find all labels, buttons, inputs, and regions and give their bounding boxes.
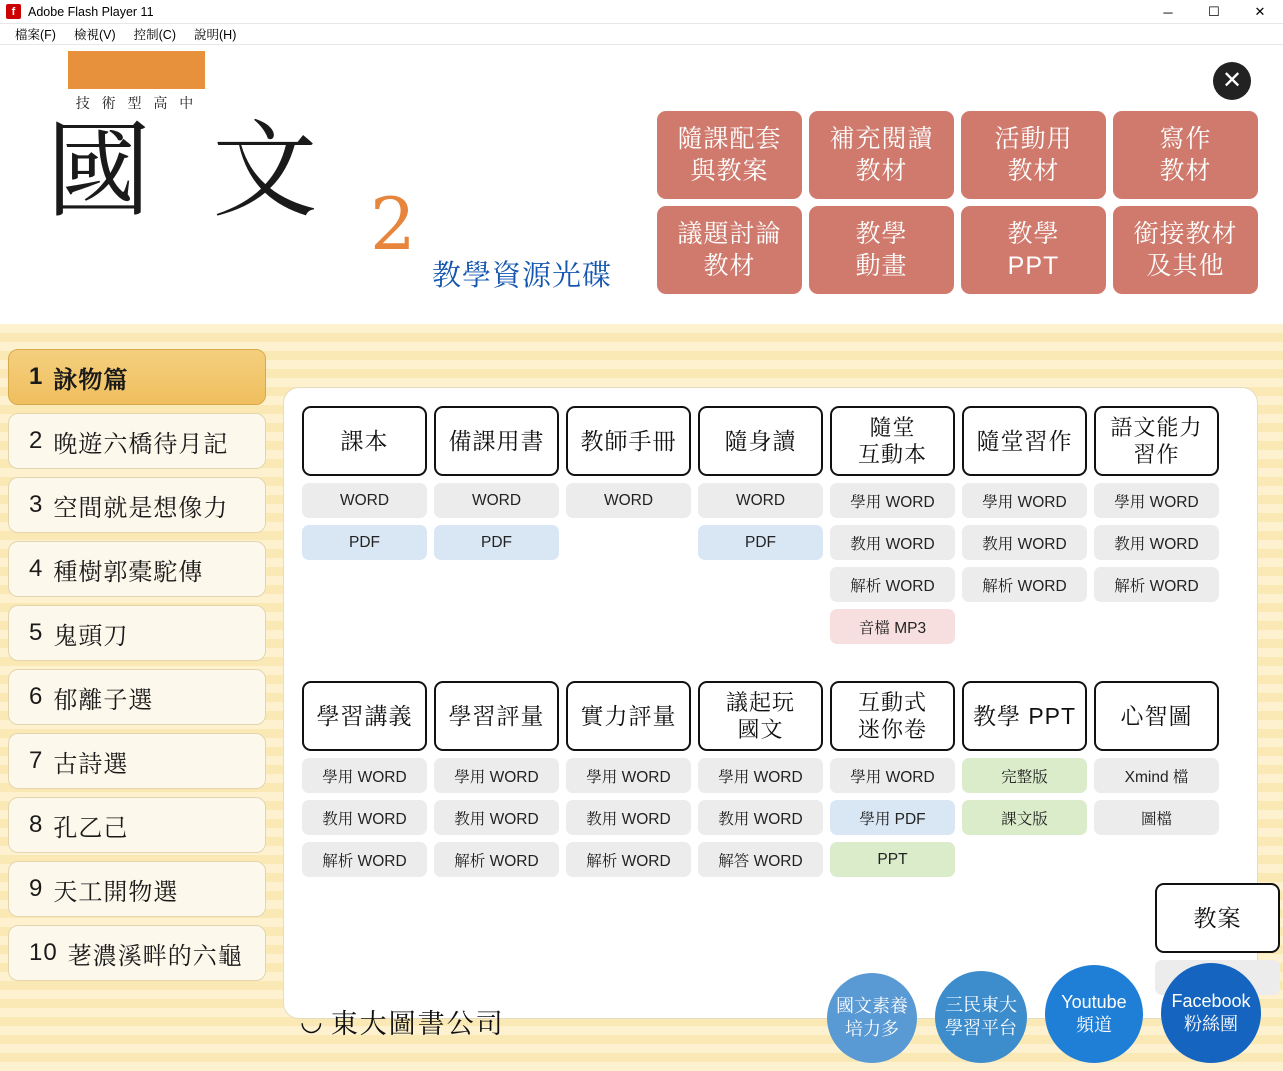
resource-row-1 [302,406,1219,644]
row1-column-2 [434,406,559,644]
resource-chip[interactable]: 教用 WORD [830,525,955,560]
chapter-number: 10 [29,939,58,966]
resource-chip[interactable]: PDF [434,525,559,560]
chapter-item-9[interactable] [8,861,266,917]
category-button-1[interactable]: 隨課配套 與教案 [657,111,802,199]
row2-column-1 [302,681,427,877]
resource-chip[interactable]: WORD [434,483,559,518]
resource-chip[interactable]: 完整版 [962,758,1087,793]
resource-title-card[interactable]: 隨身讀 [698,406,823,476]
resource-chip[interactable]: PPT [830,842,955,877]
resource-chip[interactable]: 學用 PDF [830,800,955,835]
category-button-7[interactable]: 教學 PPT [961,206,1106,294]
chapter-label: 詠物篇 [53,366,129,394]
resource-title-card[interactable]: 隨堂習作 [962,406,1087,476]
resource-chip[interactable]: Xmind 檔 [1094,758,1219,793]
resource-title-card[interactable]: 議起玩 國文 [698,681,823,751]
resource-chip[interactable]: 學用 WORD [962,483,1087,518]
category-button-4[interactable]: 寫作 教材 [1113,111,1258,199]
chapter-label: 郁離子選 [53,686,154,714]
social-button-1[interactable]: 國文素養 培力多 [827,973,917,1063]
menu-item-help[interactable]: 說明(H) [194,28,237,42]
chapter-list [8,349,266,989]
category-button-2[interactable]: 補充閱讀 教材 [809,111,954,199]
social-button-2[interactable]: 三民東大 學習平台 [935,971,1027,1063]
chapter-item-8[interactable] [8,797,266,853]
chapter-item-2[interactable] [8,413,266,469]
resource-chip[interactable]: 解答 WORD [698,842,823,877]
window-controls [1145,0,1283,24]
menu-bar [0,24,1283,45]
chapter-label: 晚遊六橋待月記 [53,430,229,458]
resource-title-card[interactable]: 課本 [302,406,427,476]
brand-label: 技 術 型 高 中 [75,95,198,111]
chapter-label: 天工開物選 [53,878,179,906]
chapter-label: 空間就是想像力 [53,494,229,522]
resource-chip[interactable]: 學用 WORD [434,758,559,793]
resource-chip[interactable]: 圖檔 [1094,800,1219,835]
resource-title-card[interactable]: 心智圖 [1094,681,1219,751]
row1-column-5 [830,406,955,644]
resource-title-card[interactable]: 學習講義 [302,681,427,751]
resource-chip[interactable]: 學用 WORD [302,758,427,793]
resource-title-card[interactable]: 互動式 迷你卷 [830,681,955,751]
row2-column-4 [698,681,823,877]
resource-chip[interactable]: 學用 WORD [830,483,955,518]
menu-item-control[interactable]: 控制(C) [133,28,176,42]
resource-chip[interactable]: WORD [566,483,691,518]
chapter-item-4[interactable] [8,541,266,597]
publisher-logo [300,1002,505,1041]
chapter-number: 1 [29,363,44,390]
resource-chip[interactable]: PDF [698,525,823,560]
chapter-item-1[interactable] [8,349,266,405]
category-grid [657,111,1257,294]
category-button-6[interactable]: 教學 動畫 [809,206,954,294]
chapter-item-3[interactable] [8,477,266,533]
window-titlebar [0,0,1283,24]
chapter-number: 6 [29,683,44,710]
resource-chip[interactable]: 教用 WORD [962,525,1087,560]
resource-chip[interactable]: 解析 WORD [434,842,559,877]
row1-column-6 [962,406,1087,644]
resource-chip[interactable]: 教用 WORD [1094,525,1219,560]
content-area [0,324,1283,1071]
window-title: Adobe Flash Player 11 [28,4,154,19]
resource-chip[interactable]: 解析 WORD [830,567,955,602]
chapter-item-10[interactable] [8,925,266,981]
flash-player-icon: f [6,4,21,19]
chapter-label: 鬼頭刀 [53,622,129,650]
resource-panel [283,387,1258,1019]
resource-chip[interactable]: 解析 WORD [302,842,427,877]
resource-chip[interactable]: 解析 WORD [962,567,1087,602]
publisher-mark-icon: ◡ [300,1006,323,1036]
resource-title-card[interactable]: 教師手冊 [566,406,691,476]
chapter-label: 古詩選 [53,750,129,778]
social-button-3[interactable]: Youtube 頻道 [1045,965,1143,1063]
app-header [0,47,1283,324]
resource-chip[interactable]: 教用 WORD [698,800,823,835]
resource-chip[interactable]: 解析 WORD [566,842,691,877]
row1-column-4 [698,406,823,644]
resource-chip[interactable]: 學用 WORD [698,758,823,793]
maximize-button[interactable]: ☐ [1208,4,1220,19]
resource-title-card[interactable]: 隨堂 互動本 [830,406,955,476]
menu-item-file[interactable]: 檔案(F) [15,28,56,42]
resource-title-card[interactable]: 學習評量 [434,681,559,751]
chapter-item-5[interactable] [8,605,266,661]
resource-row-2 [302,681,1219,877]
category-button-3[interactable]: 活動用 教材 [961,111,1106,199]
resource-chip[interactable]: 學用 WORD [1094,483,1219,518]
menu-item-view[interactable]: 檢視(V) [73,28,116,42]
chapter-number: 8 [29,811,44,838]
resource-chip[interactable]: WORD [302,483,427,518]
row2-column-6 [962,681,1087,877]
chapter-item-6[interactable] [8,669,266,725]
chapter-number: 4 [29,555,44,582]
row2-column-5 [830,681,955,877]
resource-chip[interactable]: 教用 WORD [566,800,691,835]
resource-title-card[interactable]: 實力評量 [566,681,691,751]
resource-chip[interactable]: 教用 WORD [302,800,427,835]
chapter-item-7[interactable] [8,733,266,789]
category-button-8[interactable]: 銜接教材 及其他 [1113,206,1258,294]
category-button-5[interactable]: 議題討論 教材 [657,206,802,294]
resource-title-card[interactable]: 語文能力 習作 [1094,406,1219,476]
chapter-number: 7 [29,747,44,774]
chapter-number: 2 [29,427,44,454]
flash-stage [0,47,1283,1071]
resource-chip[interactable]: 音檔 MP3 [830,609,955,644]
window-close-button[interactable]: ✕ [1254,4,1266,19]
row1-column-1 [302,406,427,644]
social-button-4[interactable]: Facebook 粉絲團 [1161,963,1261,1063]
row2-column-2 [434,681,559,877]
resource-chip[interactable]: WORD [698,483,823,518]
volume-number: 2 [370,182,416,266]
chapter-number: 9 [29,875,44,902]
chapter-label: 孔乙己 [53,814,129,842]
resource-chip[interactable]: 教用 WORD [434,800,559,835]
chapter-label: 種樹郭橐駝傳 [53,558,204,586]
page-subtitle: 教學資源光碟 [432,260,613,292]
row2-column-7 [1094,681,1219,877]
row2-column-3 [566,681,691,877]
resource-title-card[interactable]: 備課用書 [434,406,559,476]
resource-chip[interactable]: PDF [302,525,427,560]
row1-column-3 [566,406,691,644]
minimize-button[interactable]: ─ [1163,4,1173,20]
resource-chip[interactable]: 課文版 [962,800,1087,835]
app-close-button[interactable]: ✕ [1213,62,1251,100]
brand-logo-box [68,51,205,89]
chapter-label: 荖濃溪畔的六龜 [67,942,243,970]
publisher-name: 東大圖書公司 [330,1009,505,1040]
row1-column-7 [1094,406,1219,644]
resource-title-card[interactable]: 教案 [1155,883,1280,953]
resource-chip[interactable]: 學用 WORD [566,758,691,793]
resource-chip[interactable]: 學用 WORD [830,758,955,793]
chapter-number: 3 [29,491,44,518]
social-links [827,963,1261,1063]
chapter-number: 5 [29,619,44,646]
resource-chip[interactable]: 解析 WORD [1094,567,1219,602]
page-title: 國 文 [46,110,332,232]
resource-title-card[interactable]: 教學 PPT [962,681,1087,751]
